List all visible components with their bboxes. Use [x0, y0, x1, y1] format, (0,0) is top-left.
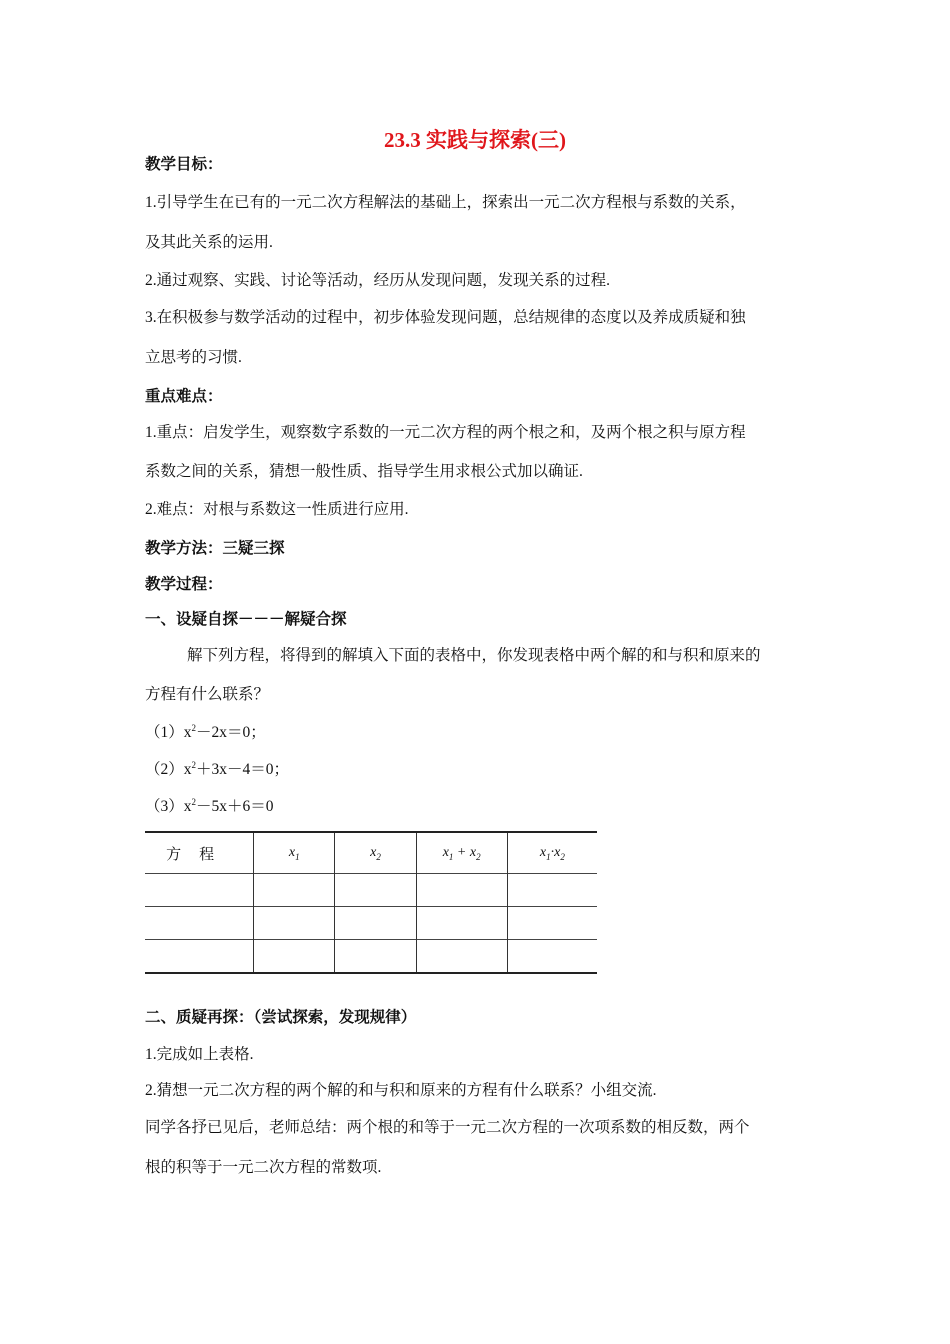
method-heading: 教学方法：三疑三探 — [145, 540, 285, 557]
summary-line-2: 根的积等于一元二次方程的常数项. — [145, 1159, 382, 1176]
process-heading: 教学过程： — [145, 576, 223, 593]
document-title: 23.3 实践与探索(三) — [384, 128, 566, 152]
goal-1-line-2: 及其此关系的运用. — [145, 234, 273, 251]
section-2-item-2: 2.猜想一元二次方程的两个解的和与积和原来的方程有什么联系？小组交流. — [145, 1082, 657, 1099]
equation-3: $(3)x^2-5x+6=0$ — [145, 797, 274, 815]
table-row — [145, 907, 597, 940]
section-2-item-1: 1.完成如上表格. — [145, 1046, 254, 1063]
goals-heading: 教学目标： — [145, 156, 223, 173]
header-x1: $x_1$ — [254, 832, 335, 874]
header-equation: 方程 — [166, 846, 233, 863]
key-1-line-1: 1.重点：启发学生，观察数字系数的一元二次方程的两个根之和，及两个根之积与原方程 — [145, 424, 746, 441]
goal-2: 2.通过观察、实践、讨论等活动，经历从发现问题，发现关系的过程. — [145, 272, 611, 289]
table-row — [145, 940, 597, 974]
results-table — [145, 831, 597, 974]
intro-line-2: 方程有什么联系？ — [145, 686, 270, 703]
goal-1-line-1: 1.引导学生在已有的一元二次方程解法的基础上，探索出一元二次方程根与系数的关系， — [145, 194, 746, 211]
equation-1: $(1)x^2-2x=0$； — [145, 723, 266, 741]
section-1-heading: 一、设疑自探－－－解疑合探 — [145, 611, 347, 628]
key-heading: 重点难点： — [145, 388, 223, 405]
table-row — [145, 874, 597, 907]
goal-3-line-2: 立思考的习惯. — [145, 349, 242, 366]
goal-3-line-1: 3.在积极参与数学活动的过程中，初步体验发现问题，总结规律的态度以及养成质疑和独 — [145, 309, 746, 326]
intro-line-1: 解下列方程，将得到的解填入下面的表格中，你发现表格中两个解的和与积和原来的 — [187, 647, 761, 664]
key-2: 2.难点：对根与系数这一性质进行应用. — [145, 501, 409, 518]
summary-line-1: 同学各抒已见后，老师总结：两个根的和等于一元二次方程的一次项系数的相反数，两个 — [145, 1119, 750, 1136]
table-header-row — [145, 832, 597, 874]
header-sum: $x_1 + x_2$ — [416, 832, 507, 874]
header-x2: $x_2$ — [335, 832, 416, 874]
section-2-heading: 二、质疑再探：（尝试探索，发现规律） — [145, 1009, 417, 1026]
header-product: $x_1\cdot x_2$ — [507, 832, 597, 874]
equation-2: $(2)x^2+3x-4=0$； — [145, 760, 290, 778]
key-1-line-2: 系数之间的关系，猜想一般性质、指导学生用求根公式加以确证. — [145, 463, 583, 480]
